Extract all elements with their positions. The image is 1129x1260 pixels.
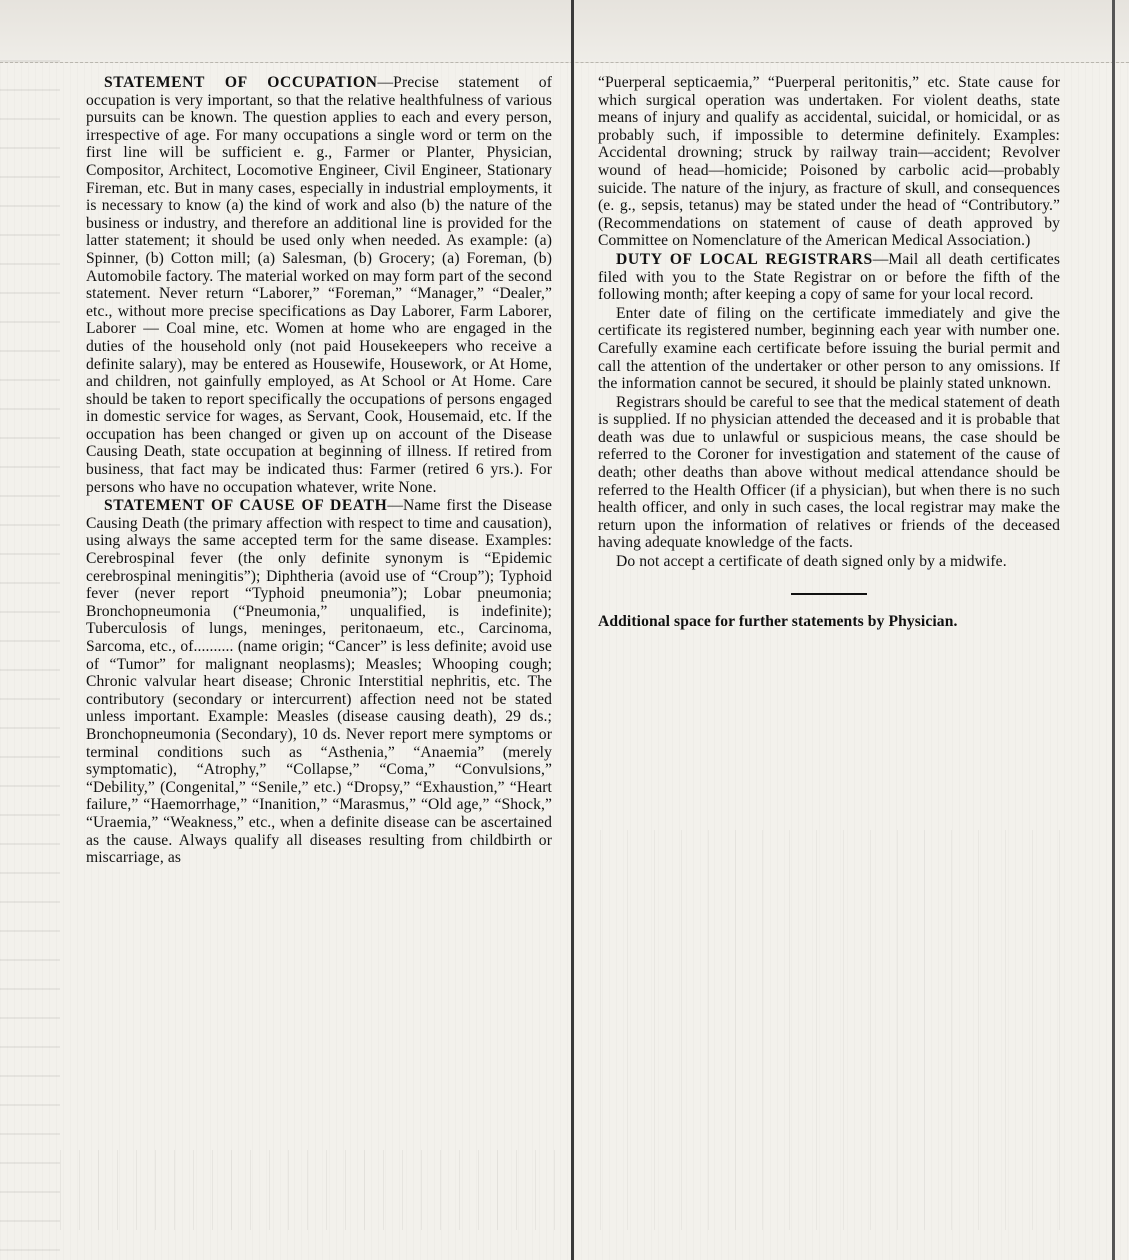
right-column (598, 74, 1060, 631)
cause-continuation-paragraph: “Puerperal septicaemia,” “Puerperal peritonitis,” etc. State cause for which surgical operation was undertaken. For violent deaths, state means of injury and qualify as accidental, suicidal, or homicidal, or as probably such, if impossible to determine definitely. Examples: Accidental drowning; struck by railway train—accident; Revolver wound of head—homicide; Poisoned by carbolic acid—probably suicide. The nature of the injury, as fracture of skull, and consequences (e. g., sepsis, tetanus) may be stated under the head of “Contributory.” (Recommendations on statement of cause of death approved by Committee on Nomenclature of the American Medical Association.) (598, 74, 1060, 250)
midwife-paragraph: Do not accept a certificate of death signed only by a midwife. (616, 553, 1007, 571)
registrars-duty-heading: DUTY OF LOCAL REGISTRARS (616, 250, 873, 268)
cause-of-death-text: —Name first the Disease Causing Death (the primary affection with respect to time and causation), using always the same accepted term for the same disease. Examples: Cerebrospinal fever (the only definite synonym is “Epidemic cerebrospinal meningitis”); Diphtheria (avoid use of “Croup”); Typhoid fever (never report “Typhoid pneumonia”); Lobar pneumonia; Bronchopneumonia (“Pneumonia,” unqualified, is indefinite); Tuberculosis of lungs, meninges, peritonaeum, etc., Carcinoma, Sarcoma, etc., of.......... (name origin; “Cancer” is less definite; avoid use of “Tumor” for malignant neoplasms); Measles; Whooping cough; Chronic valvular heart disease; Chronic Interstitial nephritis, etc. The contributory (secondary or intercurrent) affection need not be stated unless important. Example: Measles (disease causing death), 29 ds.; Bronchopneumonia (Secondary), 10 ds. Never report mere symptoms or terminal conditions such as “Asthenia,” “Anaemia” (merely symptomatic), “Atrophy,” “Collapse,” “Coma,” “Convulsions,” “Debility,” (Congenital,” “Senile,” etc.) “Dropsy,” “Exhaustion,” “Heart failure,” “Haemorrhage,” “Inanition,” “Marasmus,” “Old age,” “Shock,” “Uraemia,” “Weakness,” etc., when a definite disease can be ascertained as the cause. Always qualify all diseases resulting from childbirth or miscarriage, as (86, 497, 552, 867)
scan-bottom-noise (60, 1150, 560, 1230)
scan-blank-area (600, 830, 1080, 1230)
filing-date-paragraph: Enter date of filing on the certificate immediately and give the certificate its registered number, beginning each year with number one. Carefully examine each certificate before issuing the burial permit and call the attention of the undertaker or other person to any omissions. If the information cannot be secured, it should be plainly stated unknown. (598, 304, 1060, 393)
occupation-text: —Precise statement of occupation is very important, so that the relative healthfulness of various pursuits can be known. The question applies to each and every person, irrespective of age. For many occupations a single word or term on the first line will be sufficient e. g., Farmer or Planter, Physician, Compositor, Architect, Locomotive Engineer, Civil Engineer, Stationary Fireman, etc. But in many cases, especially in industrial employments, it is necessary to know (a) the kind of work and also (b) the nature of the business or industry, and therefore an additional line is provided for the latter statement; it should be used only when needed. As example: (a) Spinner, (b) Cotton mill; (a) Salesman, (b) Grocery; (a) Foreman, (b) Automobile factory. The material worked on may form part of the second statement. Never return “Laborer,” “Foreman,” “Manager,” “Dealer,” etc., without more precise specifications as Day Laborer, Farm Laborer, Laborer — Coal mine, etc. Women at home who are engaged in the duties of the household only (not paid Housekeepers who receive a definite salary), may be entered as Housewife, Housework, or At Home, and children, not gainfully employed, as At School or At Home. Care should be taken to report specifically the occupations of persons engaged in domestic service for wages, as Servant, Cook, Housemaid, etc. If the occupation has been changed or given up on account of the Disease Causing Death, state occupation at beginning of illness. If retired from business, that fact may be indicated thus: Farmer (retired 6 yrs.). For persons who have no occupation whatever, write None. (86, 74, 552, 496)
medical-statement-paragraph: Registrars should be careful to see that the medical statement of death is supplied. If no physician attended the deceased and it is probable that death was due to unlawful or suspicious means, the case should be referred to the Coroner for investigation and statement of the cause of death; other deaths than above without medical attendance should be referred to the Health Officer (if a physician), but when there is no such health officer, and only in such cases, the local registrar may make the return upon the information of relatives or friends of the deceased having adequate knowledge of the facts. (598, 393, 1060, 552)
scan-top-strip (0, 0, 1129, 63)
page-fold-line (571, 0, 574, 1260)
scan-right-edge (1112, 0, 1115, 1260)
left-column (86, 74, 552, 868)
occupation-paragraph (86, 74, 552, 496)
additional-space-heading: Additional space for further statements by Physician. (598, 612, 958, 630)
registrars-duty-text: —Mail all death certificates filed with you to the State Registrar on or before the fifth of the following month; after keeping a copy of same for your local record. (598, 250, 1060, 304)
cause-of-death-heading: STATEMENT OF CAUSE OF DEATH (104, 497, 388, 515)
cause-of-death-paragraph (86, 497, 552, 866)
registrars-duty-paragraph (598, 251, 1060, 304)
scan-left-margin (0, 60, 60, 1260)
section-divider (791, 593, 867, 595)
occupation-heading: STATEMENT OF OCCUPATION (104, 74, 378, 91)
